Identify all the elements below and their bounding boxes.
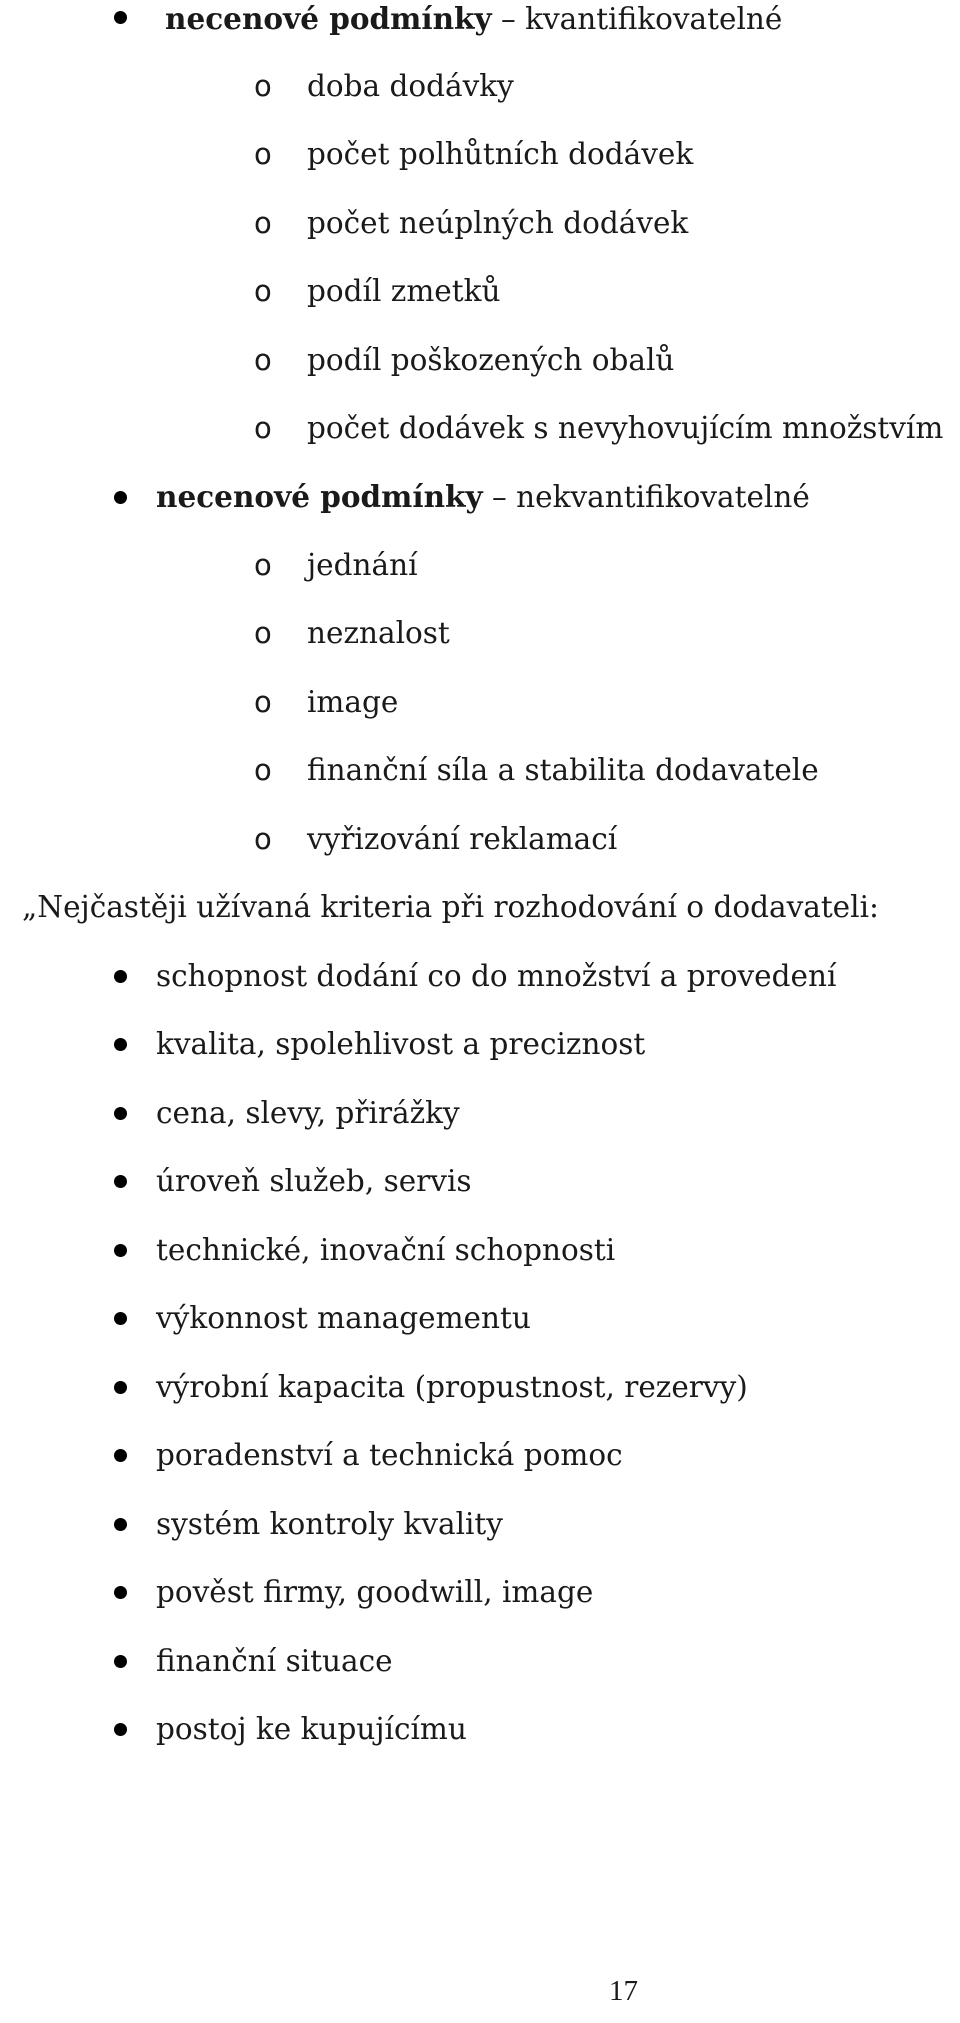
- list-item: úroveň služeb, servis: [156, 1164, 472, 1198]
- bullet-icon: [114, 1723, 127, 1736]
- list-item: cena, slevy, přirážky: [156, 1096, 460, 1130]
- list-item: finanční situace: [156, 1644, 393, 1678]
- page-number: 17: [609, 1975, 638, 2007]
- section1-heading-bold: necenové podmínky: [165, 1, 492, 36]
- bullet-icon: [114, 11, 127, 24]
- list-item: pověst firmy, goodwill, image: [156, 1575, 594, 1609]
- list-item: neznalost: [307, 616, 450, 650]
- bullet-icon: [114, 1381, 127, 1394]
- list-item: počet polhůtních dodávek: [307, 137, 694, 171]
- section2-heading: [156, 477, 810, 517]
- list-item: technické, inovační schopnosti: [156, 1233, 616, 1267]
- bullet-icon: [114, 1038, 127, 1051]
- bullet-icon: [114, 1312, 127, 1325]
- bullet-icon: [114, 1449, 127, 1462]
- list-item: kvalita, spolehlivost a preciznost: [156, 1027, 646, 1061]
- list-item: doba dodávky: [307, 69, 514, 103]
- criteria-intro: „Nejčastěji užívaná kriteria při rozhodování o dodavateli:: [22, 890, 879, 924]
- sub-bullet-marker: o: [254, 616, 272, 650]
- list-item: image: [307, 685, 399, 719]
- sub-bullet-marker: o: [254, 822, 272, 856]
- list-item: výrobní kapacita (propustnost, rezervy): [156, 1370, 748, 1404]
- list-item: jednání: [307, 548, 418, 582]
- list-item: vyřizování reklamací: [307, 822, 618, 856]
- sub-bullet-marker: o: [254, 69, 272, 103]
- sub-bullet-marker: o: [254, 685, 272, 719]
- section1-heading-rest: – kvantifikovatelné: [491, 2, 783, 36]
- list-item: postoj ke kupujícímu: [156, 1712, 467, 1746]
- list-item: systém kontroly kvality: [156, 1507, 503, 1541]
- sub-bullet-marker: o: [254, 753, 272, 787]
- section2-heading-rest: – nekvantifikovatelné: [482, 480, 810, 514]
- bullet-icon: [114, 1244, 127, 1257]
- bullet-icon: [114, 1655, 127, 1668]
- sub-bullet-marker: o: [254, 343, 272, 377]
- list-item: podíl zmetků: [307, 274, 501, 308]
- list-item: podíl poškozených obalů: [307, 343, 675, 377]
- section2-heading-bold: necenové podmínky: [156, 479, 483, 514]
- bullet-icon: [114, 1586, 127, 1599]
- bullet-icon: [114, 1518, 127, 1531]
- sub-bullet-marker: o: [254, 274, 272, 308]
- sub-bullet-marker: o: [254, 548, 272, 582]
- sub-bullet-marker: o: [254, 206, 272, 240]
- bullet-icon: [114, 1107, 127, 1120]
- bullet-icon: [114, 970, 127, 983]
- list-item: finanční síla a stabilita dodavatele: [307, 753, 819, 787]
- list-item: poradenství a technická pomoc: [156, 1438, 623, 1472]
- section1-heading: [165, 0, 782, 39]
- bullet-icon: [114, 491, 127, 504]
- list-item: počet dodávek s nevyhovujícím množstvím: [307, 411, 944, 445]
- list-item: počet neúplných dodávek: [307, 206, 689, 240]
- sub-bullet-marker: o: [254, 137, 272, 171]
- list-item: výkonnost managementu: [156, 1301, 531, 1335]
- bullet-icon: [114, 1175, 127, 1188]
- sub-bullet-marker: o: [254, 411, 272, 445]
- list-item: schopnost dodání co do množství a provedení: [156, 959, 837, 993]
